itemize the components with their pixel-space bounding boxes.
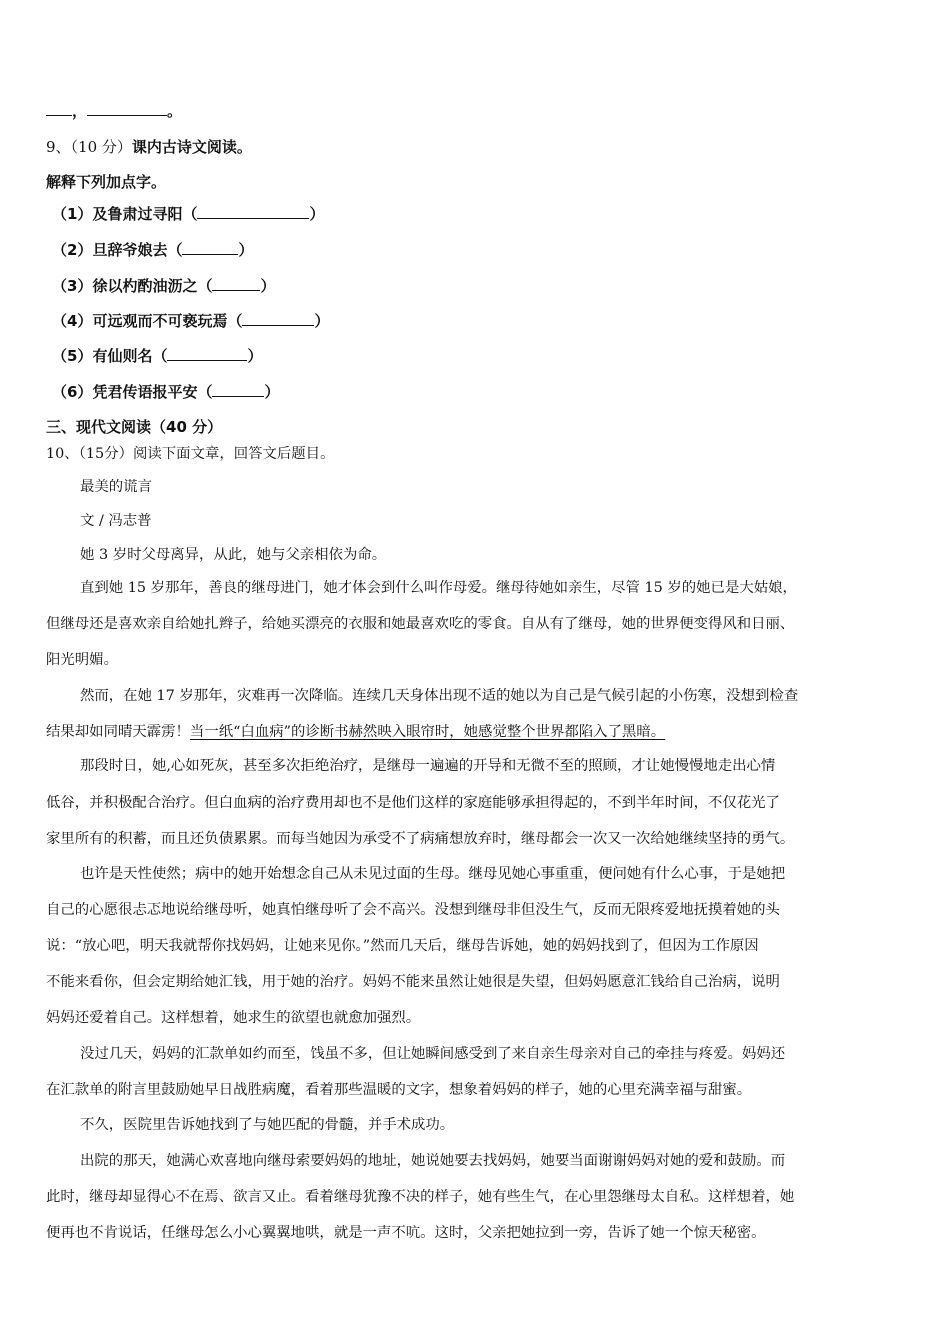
paragraph-5-line: 自己的心愿很忐忑地说给继母听，她真怕继母听了会不高兴。没想到继母非但没生气，反而无限疼爱地抚摸着她的头 (46, 902, 780, 918)
paragraph-5-line: 妈妈还爱着自己。这样想着，她求生的欲望也就愈加强烈。 (46, 1010, 421, 1026)
answer-blank[interactable] (212, 276, 260, 291)
blank-end: 。 (167, 102, 183, 120)
paragraph-7: 不久，医院里告诉她找到了与她匹配的骨髓，并手术成功。 (80, 1117, 455, 1133)
item-text: 可远观而不可亵玩焉（ (92, 312, 243, 330)
q9-item-6 (52, 381, 279, 402)
q10-intro: 10、（15分）阅读下面文章，回答文后题目。 (46, 446, 335, 462)
answer-blank[interactable] (242, 311, 314, 326)
item-number: （5） (52, 347, 93, 365)
q9-item-1 (52, 203, 324, 224)
paragraph-4-line: 低谷，并积极配合治疗。但白血病的治疗费用却也不是他们这样的家庭能够承担得起的，不到半年时间，不仅花光了 (46, 795, 780, 811)
item-text: 及鲁肃过寻阳（ (92, 205, 198, 223)
paragraph-8-line: 出院的那天，她满心欢喜地向继母索要妈妈的地址，她说她要去找妈妈，她要当面谢谢妈妈对她的爱和鼓励。而 (80, 1153, 786, 1169)
item-text: 徐以杓酌油沥之（ (92, 277, 213, 295)
answer-blank[interactable] (182, 240, 238, 255)
q9-item-2 (52, 239, 253, 260)
q9-title (46, 136, 252, 157)
top-blank-line (46, 100, 182, 121)
underlined-sentence: 当一纸“白血病”的诊断书赫然映入眼帘时，她感觉整个世界都陷入了黑暗。 (189, 724, 666, 740)
blank-separator: ， (72, 102, 88, 120)
paragraph-5-line: 不能来看你，但会定期给她汇钱，用于她的治疗。妈妈不能来虽然让她很是失望，但妈妈愿意汇钱给自己治病，说明 (46, 974, 780, 990)
article-title: 最美的谎言 (80, 479, 152, 495)
paragraph-3-line: 然而，在她 17 岁那年，灾难再一次降临。连续几天身体出现不适的她以为自己是气候引起的小伤寒，没想到检查 (80, 688, 799, 704)
item-close: ） (247, 347, 263, 365)
q9-title-text: 课内古诗文阅读。 (131, 138, 252, 156)
paragraph-5-line: 也许是天性使然；病中的她开始想念自己从未见过面的生母。继母见她心事重重，便问她有什么心事，于是她把 (80, 866, 786, 882)
paragraph-6-line: 没过几天，妈妈的汇款单如约而至，饯虽不多，但让她瞬间感受到了来自亲生母亲对自己的牵挂与疼爱。妈妈还 (80, 1046, 786, 1062)
item-text: 有仙则名（ (92, 347, 168, 365)
item-text: 凭君传语报平安（ (92, 383, 213, 401)
paragraph-2-line: 直到她 15 岁那年，善良的继母进门，她才体会到什么叫作母爱。继母待她如亲生，尽管 15 岁的她已是大姑娘， (80, 580, 797, 596)
item-close: ） (309, 205, 325, 223)
q9-item-4 (52, 310, 329, 331)
q9-item-5 (52, 345, 262, 366)
paragraph-5-line: 说：“放心吧，明天我就帮你找妈妈，让她来见你。”然而几天后，继母告诉她，她的妈妈找到了，但因为工作原因 (46, 938, 759, 954)
article-author: 文 / 冯志普 (80, 513, 152, 529)
item-close: ） (260, 277, 276, 295)
item-close: ） (264, 383, 280, 401)
answer-blank[interactable] (197, 204, 309, 219)
paragraph-2-line: 但继母还是喜欢亲自给她扎辫子，给她买漂亮的衣服和她最喜欢吃的零食。自从有了继母，她的世界便变得风和日丽、 (46, 616, 795, 632)
paragraph-4-line: 那段时日，她,心如死灰，甚至多次拒绝治疗，是继母一遍遍的开导和无微不至的照顾，才让她慢慢地走出心情 (80, 758, 776, 774)
item-number: （1） (52, 205, 93, 223)
item-close: ） (314, 312, 330, 330)
answer-blank[interactable] (212, 382, 264, 397)
paragraph-3-line (46, 720, 665, 741)
paragraph-4-line: 家里所有的积蓄，而且还负债累累。而每当她因为承受不了病痛想放弃时，继母都会一次又一次给她继续坚持的勇气。 (46, 831, 795, 847)
blank-underline (87, 101, 167, 116)
blank-underline (46, 101, 72, 116)
item-number: （4） (52, 312, 93, 330)
paragraph-3-plain: 结果却如同晴天霹雳！ (46, 724, 190, 740)
paragraph-8-line: 此时，继母却显得心不在焉、欲言又止。看着继母犹豫不决的样子，她有些生气，在心里怨继母太自私。这样想着，她 (46, 1189, 795, 1205)
item-number: （3） (52, 277, 93, 295)
q9-instruction: 解释下列加点字。 (46, 173, 167, 191)
item-number: （2） (52, 241, 93, 259)
section-3-title: 三、现代文阅读（40 分） (46, 418, 223, 436)
paragraph-1: 她 3 岁时父母离异，从此，她与父亲相依为命。 (80, 547, 387, 563)
answer-blank[interactable] (167, 346, 247, 361)
q9-number: 9、（10 分） (46, 138, 132, 156)
q9-item-3 (52, 275, 275, 296)
paragraph-8-line: 便再也不肯说话，任继母怎么小心翼翼地哄，就是一声不吭。这时，父亲把她拉到一旁，告诉了她一个惊天秘密。 (46, 1225, 766, 1241)
item-text: 旦辞爷娘去（ (92, 241, 183, 259)
item-close: ） (238, 241, 254, 259)
paragraph-6-line: 在汇款单的附言里鼓励她早日战胜病魔，看着那些温暖的文字，想象着妈妈的样子，她的心里充满幸福与甜蜜。 (46, 1082, 752, 1098)
item-number: （6） (52, 383, 93, 401)
paragraph-2-line: 阳光明媚。 (46, 652, 118, 668)
